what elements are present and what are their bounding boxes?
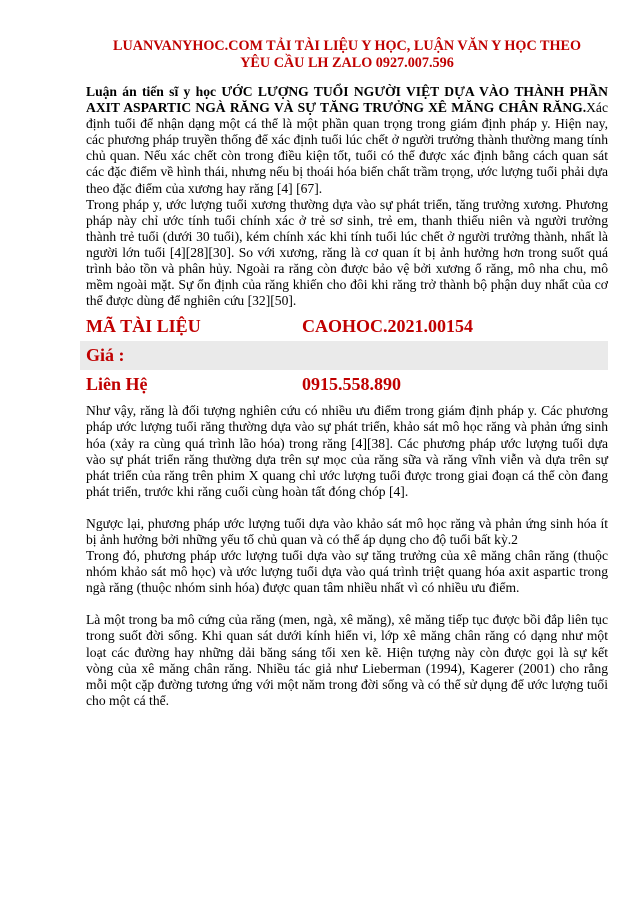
intro-paragraph-2: Trong pháp y, ước lượng tuổi xương thường dựa vào sự phát triển, tăng trưởng xương. Phương pháp này chỉ ước tính tuổi chính xác ở trẻ sơ sinh, trẻ em, thanh thiếu niên và người trưởng thành trẻ tuổi (dưới 30 tuổi), kém chính xác khi tính tuổi lúc chết ở người trưởng thành, nhất là người lớn tuổi [4][28][30]. So với xương, răng là cơ quan ít bị ảnh hưởng hơn trong suốt quá trình bảo tồn và phân hủy. Ngoài ra răng còn được bảo vệ bởi xương ổ răng, mô nha chu, mô mềm ngoài mặt. Sự ổn định của răng khiến cho đôi khi răng trở thành bộ phận duy nhất của cơ thể được dùng để nghiên cứu [32][50]. [86,196,608,309]
body-paragraph-4: Là một trong ba mô cứng của răng (men, ngà, xê măng), xê măng tiếp tục được bồi đắp liên tục trong suốt đời sống. Khi quan sát dưới kính hiển vi, lớp xê măng chân răng có dạng như một loạt các đường hay những dải băng sáng tối xen kẽ. Hiện tượng này còn được gọi là sự kết vòng của xê măng chân răng. Nhiều tác giả như Lieberman (1994), Kagerer (2001) cho rằng mỗi một cặp đường tương ứng với một năm trong đời sống và có thể sử dụng để ước lượng tuổi cho một cá thể. [86,612,608,708]
document-info-table [80,312,608,399]
body-paragraph-1: Như vậy, răng là đối tượng nghiên cứu có nhiều ưu điểm trong giám định pháp y. Các phương pháp ước lượng tuổi răng thường dựa vào sự phát triển, khảo sát mô học răng và phản ứng sinh hóa (xảy ra cùng quá trình lão hóa) trong răng [4][38]. Các phương pháp ước lượng tuổi dựa vào sự phát triển răng thường dựa trên sự mọc của răng sữa và răng vĩnh viễn và dựa trên sự phát triển của răng trên phim X quang chỉ ước lượng tuổi được trong giai đoạn cá thể còn đang phát triển, trước khi răng cuối cùng hoàn tất đóng chóp [4]. [86,403,608,499]
info-row-code [80,312,608,341]
info-row-price [80,341,608,370]
header-line-2: YÊU CẦU LH ZALO 0927.007.596 [240,55,454,71]
code-label: MÃ TÀI LIỆU [86,316,201,337]
contact-phone[interactable]: 0915.558.890 [302,374,401,395]
body-paragraph-3: Trong đó, phương pháp ước lượng tuổi dựa vào sự tăng trưởng của xê măng chân răng (thuộc nhóm khảo sát mô học) và ước lượng tuổi dựa vào quá trình triệt quang hóa axit aspartic trong ngà răng (thuộc nhóm sinh hóa) được quan tâm nhiều nhất vì có nhiều ưu điểm. [86,548,608,596]
header-banner [86,38,608,72]
header-line-1: LUANVANYHOC.COM TẢI TÀI LIỆU Y HỌC, LUẬN VĂN Y HỌC THEO [113,38,581,54]
price-label: Giá : [86,345,125,366]
code-value: CAOHOC.2021.00154 [302,316,473,337]
contact-label: Liên Hệ [86,374,148,395]
intro-body: Xác định tuổi để nhận dạng một cá thể là một phần quan trọng trong giám định pháp y. Hiện nay, các phương pháp truyền thống để xác định tuổi lúc chết ở người trưởng thành thường mang tính chủ quan. Nếu xác chết còn trong điều kiện tốt, tuổi có thể được xác định bằng cách quan sát các đặc điểm về hình thái, nhưng nếu bị thoái hóa biến chất trầm trọng, ước lượng tuổi phải dựa theo đặc điểm của xương hay răng [4] [67]. [86,100,608,196]
intro-lead: Luận án tiến sĩ y học ƯỚC LƯỢNG TUỔI NGƯỜI VIỆT DỰA VÀO THÀNH PHẦN AXIT ASPARTIC NGÀ RĂNG VÀ SỰ TĂNG TRƯỞNG XÊ MĂNG CHÂN RĂNG. [86,84,608,116]
info-row-contact [80,370,608,399]
body-paragraph-2: Ngược lại, phương pháp ước lượng tuổi dựa vào khảo sát mô học răng và phản ứng sinh hóa ít bị ảnh hưởng bởi những yếu tố chủ quan và có thể áp dụng cho độ tuổi bất kỳ.2 [86,515,608,547]
intro-paragraph [86,84,608,197]
